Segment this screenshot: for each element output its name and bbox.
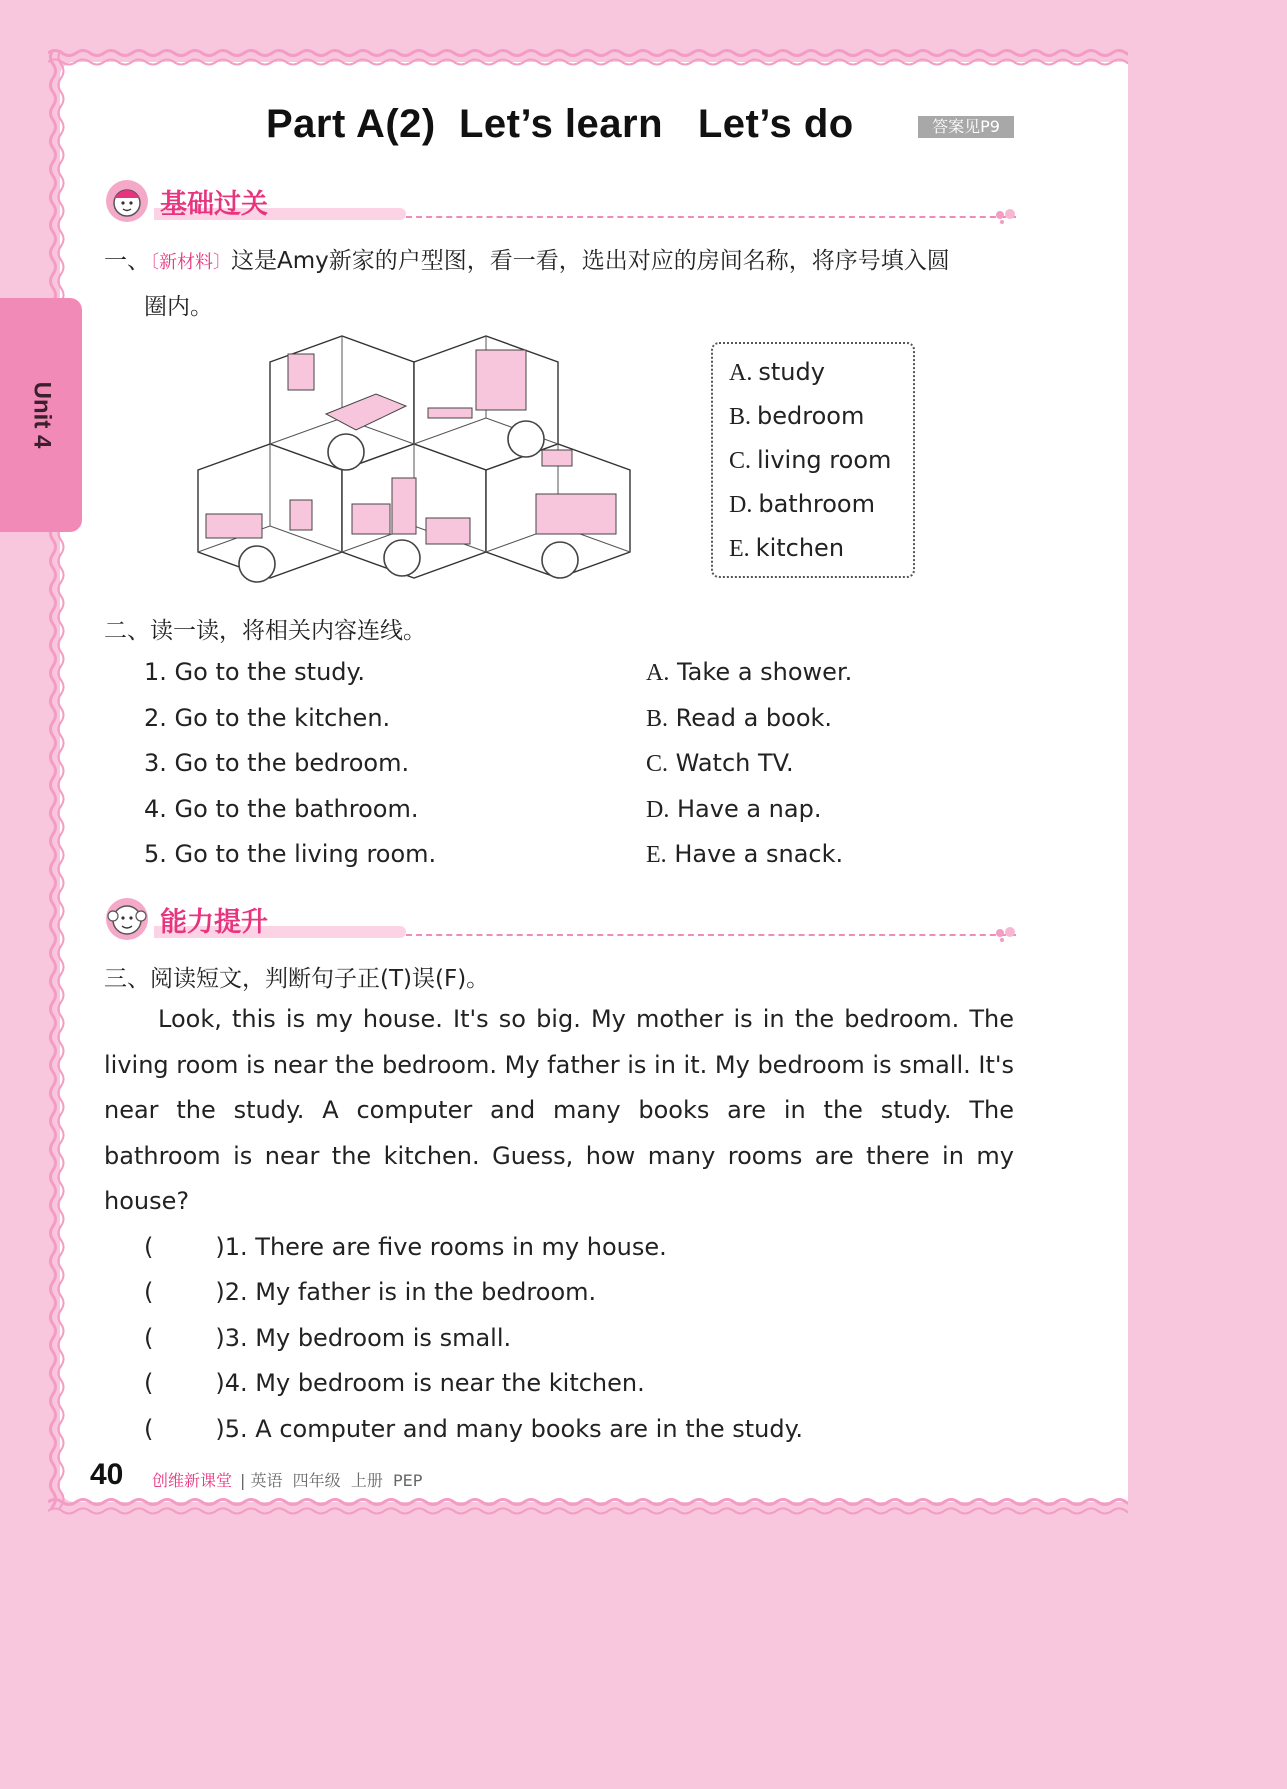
monkey-mascot-icon — [104, 896, 150, 942]
q2-left-item: 4. Go to the bathroom. — [144, 795, 419, 823]
q2-right-item: B. Read a book. — [646, 704, 833, 732]
dotted-rule — [406, 934, 1016, 936]
q3-instruction: 三、阅读短文，判断句子正(T)误(F)。 — [104, 966, 490, 992]
unit-side-tab — [0, 298, 82, 532]
section-title-basic: 基础过关 — [160, 189, 268, 220]
page-number: 40 — [90, 1458, 124, 1491]
q2-right-item: D. Have a nap. — [646, 795, 822, 823]
q2-right-item: C. Watch TV. — [646, 749, 794, 777]
option-b: B. bedroom — [729, 402, 865, 430]
bottom-wavy-border — [48, 1494, 1128, 1520]
tf-item: ( )5. A computer and many books are in the study. — [144, 1415, 803, 1443]
girl-mascot-icon — [104, 178, 150, 224]
decor-dots-icon — [994, 206, 1020, 224]
unit-tab-label: Unit 4 — [27, 381, 55, 449]
q2-right-item: E. Have a snack. — [646, 840, 844, 868]
new-material-tag: 〔新材料〕 — [150, 252, 231, 273]
section-header-basic — [104, 178, 1024, 226]
footer-brand: 创维新课堂 — [152, 1471, 233, 1490]
option-c: C. living room — [729, 446, 892, 474]
tf-item: ( )1. There are five rooms in my house. — [144, 1233, 667, 1261]
room-options-box — [711, 342, 915, 578]
q2-right-item: A. Take a shower. — [646, 658, 853, 686]
footer-book-info: | 英语 四年级 上册 PEP — [240, 1471, 423, 1490]
tf-item: ( )4. My bedroom is near the kitchen. — [144, 1369, 645, 1397]
answer-reference-badge: 答案见P9 — [918, 116, 1014, 138]
answer-circle — [384, 540, 420, 576]
q2-left-item: 1. Go to the study. — [144, 658, 365, 686]
dotted-rule — [406, 216, 1016, 218]
section-header-advanced — [104, 896, 1024, 944]
answer-circle — [542, 542, 578, 578]
page-title: Part A(2) Let’s learn Let’s do — [266, 102, 854, 146]
option-a: A. study — [729, 358, 825, 386]
answer-circle — [239, 546, 275, 582]
tf-item: ( )2. My father is in the bedroom. — [144, 1278, 597, 1306]
answer-circle — [508, 421, 544, 457]
top-wavy-border — [48, 44, 1128, 70]
option-d: D. bathroom — [729, 490, 875, 518]
tf-item: ( )3. My bedroom is small. — [144, 1324, 512, 1352]
q2-instruction: 二、读一读，将相关内容连线。 — [104, 618, 426, 644]
q1-instruction-line1: 一、〔新材料〕这是Amy新家的户型图，看一看，选出对应的房间名称，将序号填入圆 — [104, 248, 950, 274]
answer-circle — [328, 434, 364, 470]
decor-dots-icon — [994, 924, 1020, 942]
option-e: E. kitchen — [729, 534, 845, 562]
q1-instruction-line2: 圈内。 — [144, 294, 213, 320]
q2-left-item: 5. Go to the living room. — [144, 840, 437, 868]
section-title-advanced: 能力提升 — [160, 907, 268, 938]
q2-left-item: 2. Go to the kitchen. — [144, 704, 391, 732]
reading-passage: Look, this is my house. It's so big. My mother is in the bedroom. The living room is near the bedroom. My father is in it. My bedroom is small. It's near the study. A computer and many books are in the study. The bathroom is near the kitchen. Guess, how many rooms are there in my house? — [104, 1005, 1014, 1215]
house-floor-plan-illustration — [196, 334, 636, 586]
q2-left-item: 3. Go to the bedroom. — [144, 749, 410, 777]
left-wavy-border — [46, 50, 68, 1510]
